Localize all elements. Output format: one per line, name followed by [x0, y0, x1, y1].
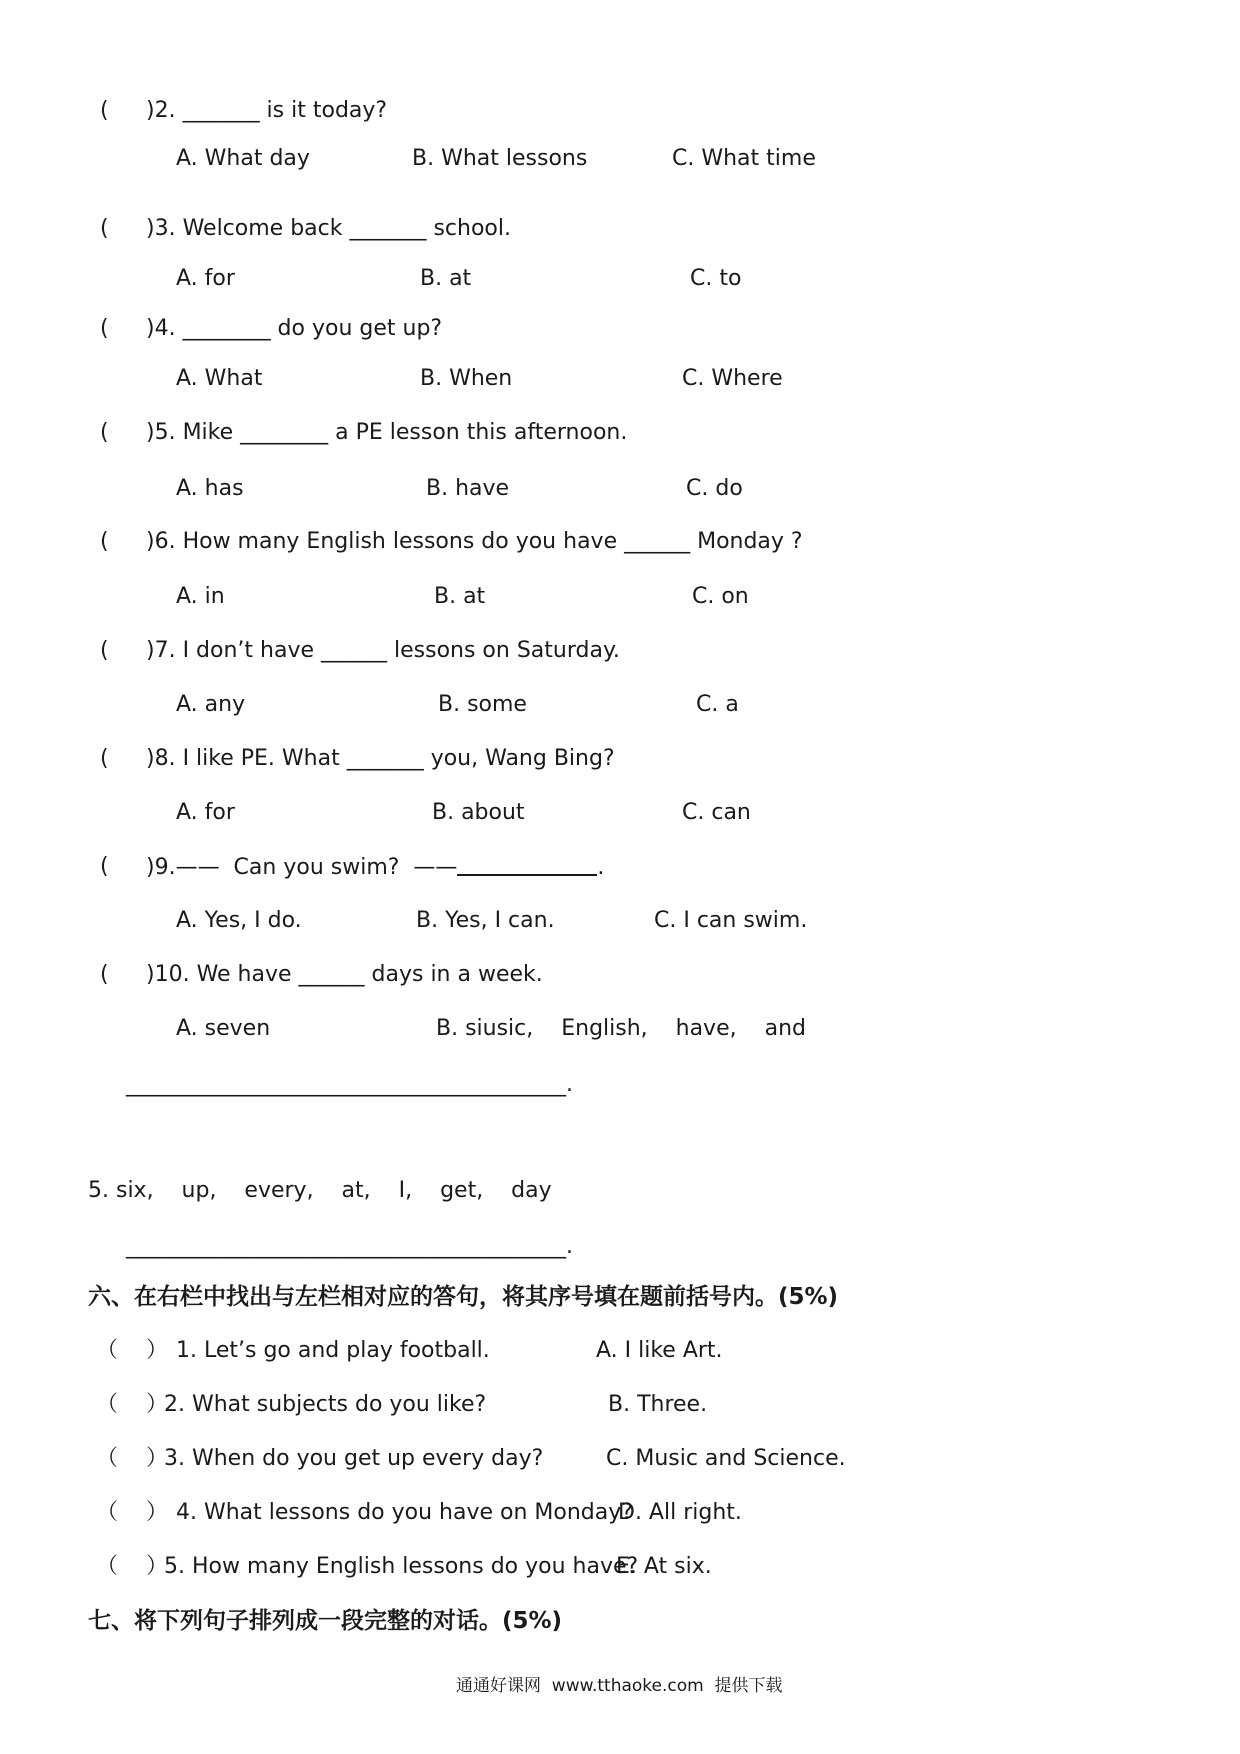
q3-stem: )3. Welcome back _______ school. [146, 216, 511, 241]
answer-line-2: ________________________________________. [126, 1234, 573, 1259]
q2-option-a: A. What day [176, 146, 310, 171]
q3-option-c: C. to [690, 266, 742, 291]
s6-row5-paren: （ ） [96, 1554, 168, 1579]
q2-stem: )2. _______ is it today? [146, 98, 388, 123]
s6-row1-answer: A. I like Art. [596, 1338, 723, 1363]
q7-option-c: C. a [696, 692, 739, 717]
q10-option-a: A. seven [176, 1016, 271, 1041]
q8-option-a: A. for [176, 800, 235, 825]
q9-paren: ( [100, 854, 109, 879]
q8-stem: )8. I like PE. What _______ you, Wang Bing? [146, 746, 615, 771]
q5-option-c: C. do [686, 476, 743, 501]
q4-option-b: B. When [420, 366, 513, 391]
q10-stem: )10. We have ______ days in a week. [146, 962, 543, 987]
q8-option-c: C. can [682, 800, 751, 825]
s6-row2-question: 2. What subjects do you like? [164, 1392, 487, 1417]
q4-option-c: C. Where [682, 366, 783, 391]
q9-option-c: C. I can swim. [654, 908, 808, 933]
q2-option-c: C. What time [672, 146, 816, 171]
q5-option-b: B. have [426, 476, 510, 501]
q9-option-b: B. Yes, I can. [416, 908, 555, 933]
q3-option-b: B. at [420, 266, 472, 291]
q4-paren: ( [100, 316, 109, 341]
q7-option-b: B. some [438, 692, 527, 717]
q2-option-b: B. What lessons [412, 146, 588, 171]
q8-option-b: B. about [432, 800, 525, 825]
q5-option-a: A. has [176, 476, 244, 501]
q3-paren: ( [100, 216, 109, 241]
q9-answer-blank [457, 852, 597, 876]
q5-paren: ( [100, 420, 109, 445]
s6-row5-answer: E. At six. [616, 1554, 712, 1579]
q9-stem-text: )9.—— Can you swim? —— [146, 855, 458, 880]
q6-paren: ( [100, 529, 109, 554]
s6-row2-answer: B. Three. [608, 1392, 708, 1417]
s6-row5-question: 5. How many English lessons do you have? [164, 1554, 639, 1579]
s6-row3-answer: C. Music and Science. [606, 1446, 846, 1471]
s6-row4-paren: （ ） [96, 1500, 168, 1525]
answer-line-1: ________________________________________. [126, 1072, 573, 1097]
section6-heading: 六、在右栏中找出与左栏相对应的答句，将其序号填在题前括号内。(5%) [88, 1284, 839, 1310]
q6-option-c: C. on [692, 584, 749, 609]
q9-option-a: A. Yes, I do. [176, 908, 302, 933]
footer-text: 通通好课网 www.tthaoke.com 提供下载 [456, 1676, 783, 1696]
s6-row2-paren: （ ） [96, 1392, 168, 1417]
q7-paren: ( [100, 638, 109, 663]
q9-stem [146, 852, 604, 883]
s6-row4-answer: D. All right. [618, 1500, 742, 1525]
s6-row3-paren: （ ） [96, 1446, 168, 1471]
item5-words: 5. six, up, every, at, I, get, day [88, 1178, 552, 1203]
s6-row1-paren: （ ） [96, 1338, 168, 1363]
q10-paren: ( [100, 962, 109, 987]
q7-option-a: A. any [176, 692, 246, 717]
s6-row1-question: 1. Let’s go and play football. [176, 1338, 490, 1363]
q7-stem: )7. I don’t have ______ lessons on Saturday. [146, 638, 620, 663]
q6-option-b: B. at [434, 584, 486, 609]
q6-stem: )6. How many English lessons do you have ______ Monday ? [146, 529, 803, 554]
q2-paren: ( [100, 98, 109, 123]
q9-stem-end: . [597, 855, 605, 880]
q3-option-a: A. for [176, 266, 235, 291]
q4-stem: )4. ________ do you get up? [146, 316, 443, 341]
q4-option-a: A. What [176, 366, 263, 391]
q5-stem: )5. Mike ________ a PE lesson this afternoon. [146, 420, 628, 445]
q10-option-b: B. siusic, English, have, and [436, 1016, 806, 1041]
section7-heading: 七、将下列句子排列成一段完整的对话。(5%) [88, 1608, 563, 1634]
q8-paren: ( [100, 746, 109, 771]
s6-row4-question: 4. What lessons do you have on Monday? [176, 1500, 633, 1525]
s6-row3-question: 3. When do you get up every day? [164, 1446, 544, 1471]
q6-option-a: A. in [176, 584, 225, 609]
